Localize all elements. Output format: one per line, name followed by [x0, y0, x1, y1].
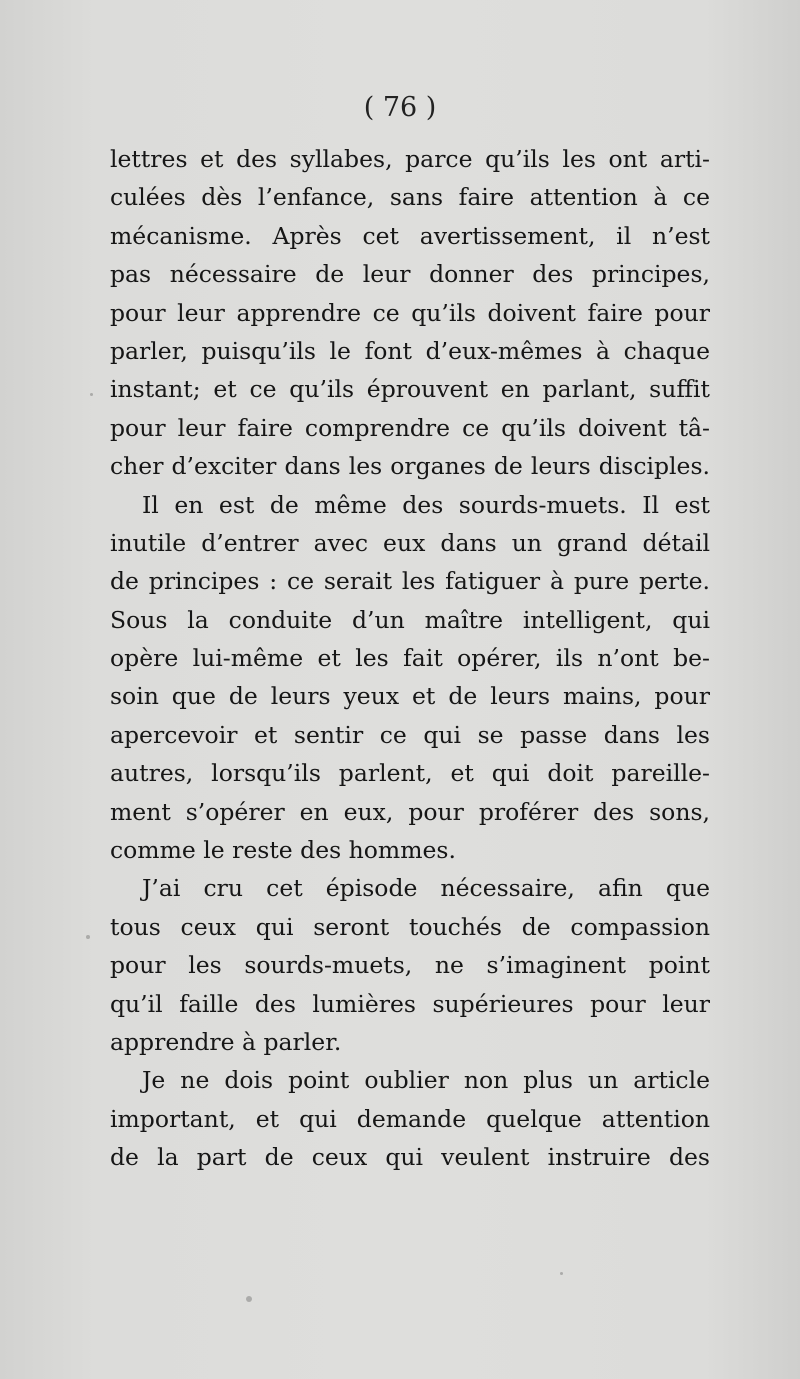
- text-line: ment s’opérer en eux, pour proférer des sons,: [110, 797, 710, 826]
- paragraph-last-line: comme le reste des hommes.: [110, 836, 456, 865]
- text-line: pas nécessaire de leur donner des principes,: [110, 260, 710, 289]
- body-text: [110, 140, 710, 1177]
- text-line: qu’il faille des lumières supérieures pour leur: [110, 989, 710, 1018]
- paper-speck: [560, 1272, 563, 1275]
- paragraph-first-line: Je ne dois point oublier non plus un article: [142, 1066, 710, 1095]
- paper-speck: [90, 393, 93, 396]
- text-line: de la part de ceux qui veulent instruire des: [110, 1143, 710, 1172]
- paragraph-last-line: apprendre à parler.: [110, 1027, 342, 1056]
- text-line: cher d’exciter dans les organes de leurs disciples.: [110, 452, 710, 481]
- text-line: de principes : ce serait les fatiguer à pure perte.: [110, 567, 710, 596]
- text-line: pour leur apprendre ce qu’ils doivent faire pour: [110, 298, 710, 327]
- paper-speck: [246, 1296, 252, 1302]
- text-line: pour les sourds-muets, ne s’imaginent point: [110, 951, 710, 980]
- page-number: ( 76 ): [363, 92, 437, 123]
- text-line: tous ceux qui seront touchés de compassion: [110, 912, 710, 941]
- text-line: Sous la conduite d’un maître intelligent, qui: [110, 605, 710, 634]
- text-line: inutile d’entrer avec eux dans un grand détail: [110, 528, 710, 557]
- paragraph-first-line: Il en est de même des sourds-muets. Il est: [142, 490, 710, 519]
- paper-speck: [86, 935, 90, 939]
- text-line: mécanisme. Après cet avertissement, il n’est: [110, 221, 710, 250]
- text-line: lettres et des syllabes, parce qu’ils les ont arti-: [110, 145, 710, 173]
- text-line: apercevoir et sentir ce qui se passe dans les: [110, 720, 710, 749]
- text-line: parler, puisqu’ils le font d’eux-mêmes à chaque: [110, 336, 710, 365]
- text-line: instant; et ce qu’ils éprouvent en parlant, suffit: [110, 375, 710, 404]
- paragraph-first-line: J’ai cru cet épisode nécessaire, afin que: [142, 874, 710, 903]
- text-line: culées dès l’enfance, sans faire attention à ce: [110, 183, 710, 212]
- text-line: autres, lorsqu’ils parlent, et qui doit pareille-: [110, 759, 710, 788]
- text-line: pour leur faire comprendre ce qu’ils doivent tâ-: [110, 413, 710, 442]
- text-line: opère lui-même et les fait opérer, ils n’ont be-: [110, 644, 710, 673]
- text-line: important, et qui demande quelque attention: [110, 1104, 710, 1133]
- text-line: soin que de leurs yeux et de leurs mains, pour: [110, 682, 710, 711]
